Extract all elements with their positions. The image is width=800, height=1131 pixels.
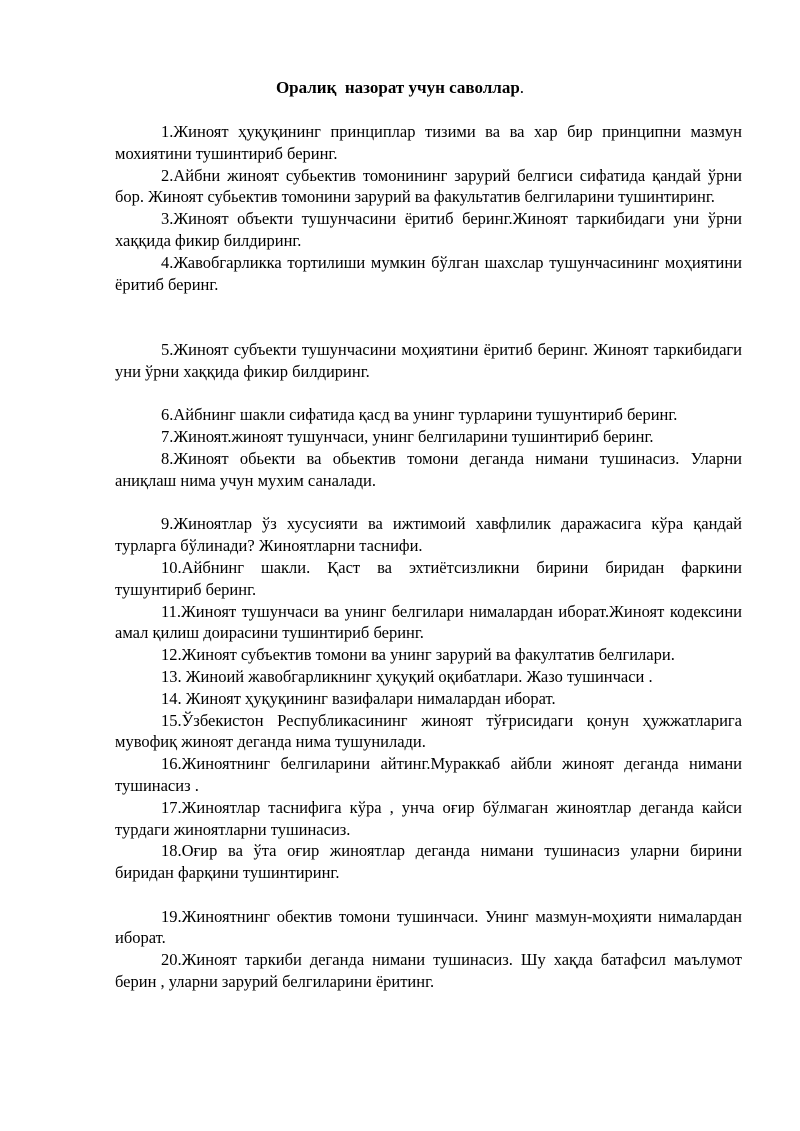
- question-item: 4.Жавобгарликка тортилиши мумкин бўлган шахслар тушунчасининг моҳиятини ёритиб беринг.: [115, 252, 742, 294]
- question-item: 8.Жиноят обьекти ва обьектив томони деганда нимани тушинасиз. Уларни аниқлаш нима учун мухим саналади.: [115, 448, 742, 490]
- question-item: 3.Жиноят объекти тушунчасини ёритиб беринг.Жиноят таркибидаги уни ўрни хаққида фикир билдиринг.: [115, 209, 742, 250]
- question-item: 9.Жиноятлар ўз хусусияти ва ижтимоий хавфлилик даражасига кўра қандай турларга бўлинади? Жиноятларни таснифи.: [115, 514, 742, 556]
- question-item: 20.Жиноят таркиби деганда нимани тушинасиз. Шу хақда батафсил маълумот берин , уларни зарурий белгиларини ёритинг.: [115, 950, 742, 992]
- question-item: 11.Жиноят тушунчаси ва унинг белгилари нималардан иборат.Жиноят кодексини амал қилиш доирасини тушинтириб беринг.: [115, 601, 742, 643]
- question-item: 17.Жиноятлар таснифига кўра , унча оғир бўлмаган жиноятлар деганда кайси турдаги жиноятларни тушинасиз.: [115, 797, 742, 839]
- question-item: 7.Жиноят.жиноят тушунчаси, унинг белгиларини тушинтириб беринг.: [161, 427, 654, 447]
- question-item: 14. Жиноят ҳуқуқининг вазифалари нималардан иборат.: [161, 688, 556, 708]
- spacer: [115, 884, 742, 906]
- title-text: Оралиқ назорат учун саволлар: [275, 78, 520, 97]
- question-item: 19.Жиноятнинг обектив томони тушинчаси. Унинг мазмун-моҳияти нималардан иборат.: [115, 906, 742, 948]
- spacer: [115, 492, 742, 514]
- page-title: [0, 78, 800, 98]
- spacer: [115, 295, 742, 339]
- question-item: 16.Жиноятнинг белгиларини айтинг.Мураккаб айбли жиноят деганда нимани тушинасиз .: [115, 754, 742, 795]
- title-period: .: [519, 78, 525, 97]
- question-item: 10.Айбнинг шакли. Қаст ва эхтиётсизликни бирини биридан фаркини тушунтириб беринг.: [115, 557, 742, 599]
- question-item: 13. Жиноий жавобгарликнинг ҳуқуқий оқибатлари. Жазо тушинчаси .: [161, 666, 653, 686]
- question-item: 12.Жиноят субъектив томони ва унинг зарурий ва факултатив белгилари.: [161, 645, 675, 665]
- question-item: 18.Оғир ва ўта оғир жиноятлар деганда нимани тушинасиз уларни бирини биридан фарқини тушинтиринг.: [115, 841, 742, 883]
- question-item: 1.Жиноят ҳуқуқининг принциплар тизими ва ва хар бир принципни мазмун мохиятини тушинтириб беринг.: [115, 122, 742, 163]
- question-item: 6.Айбнинг шакли сифатида қасд ва унинг турларини тушунтириб беринг.: [161, 405, 678, 425]
- question-item: 2.Айбни жиноят субьектив томонининг зарурий белгиси сифатида қандай ўрни бор. Жиноят субьектив томонини зарурий ва факультатив белгиларини тушинтиринг.: [115, 165, 742, 207]
- question-item: 15.Ўзбекистон Республикасининг жиноят тўғрисидаги қонун ҳужжатларига мувофиқ жиноят деганда нима тушунилади.: [115, 710, 742, 752]
- question-item: 5.Жиноят субъекти тушунчасини моҳиятини ёритиб беринг. Жиноят таркибидаги уни ўрни хаққида фикир билдиринг.: [115, 339, 742, 381]
- question-list: [115, 121, 742, 993]
- spacer: [115, 383, 742, 405]
